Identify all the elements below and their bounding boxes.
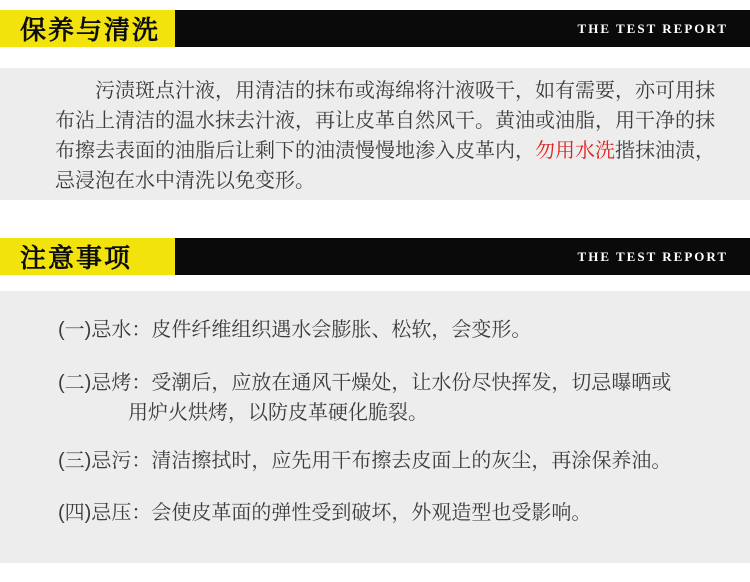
notes-section-header-bar <box>0 238 750 275</box>
care-paragraph-after: 揩抹油渍，忌浸泡在水中清洗以免变形。 <box>55 140 715 192</box>
notes-section-title: 注意事项 <box>0 238 175 275</box>
care-section-tagline: THE TEST REPORT <box>577 20 728 36</box>
note-item-dirt-text: (三)忌污：清洁擦拭时，应先用干布擦去皮面上的灰尘，再涂保养油。 <box>58 450 672 472</box>
notes-list-panel <box>0 291 750 563</box>
note-item-dirt <box>58 446 720 476</box>
care-section-title: 保养与清洗 <box>0 10 175 47</box>
notes-section-tagline: THE TEST REPORT <box>577 248 728 264</box>
care-paragraph-before: 污渍斑点汁液，用清洁的抹布或海绵将汁液吸干，如有需要，亦可用抹布沾上清洁的温水抹去汁液，再让皮革自然风干。黄油或油脂，用干净的抹布擦去表面的油脂后让剩下的油渍慢慢地渗入皮革内， <box>55 80 715 162</box>
note-item-heat <box>58 368 720 428</box>
care-paragraph <box>55 76 718 196</box>
care-instructions-panel <box>0 68 750 200</box>
note-item-heat-line1: (二)忌烤：受潮后，应放在通风干燥处，让水份尽快挥发，切忌曝晒或 <box>58 372 672 394</box>
care-section-header-bar <box>0 10 750 47</box>
note-item-pressure-text: (四)忌压：会使皮革面的弹性受到破坏，外观造型也受影响。 <box>58 502 592 524</box>
note-item-heat-line2: 用炉火烘烤，以防皮革硬化脆裂。 <box>128 402 428 424</box>
note-item-pressure <box>58 498 720 528</box>
note-item-water-text: (一)忌水：皮件纤维组织遇水会膨胀、松软，会变形。 <box>58 319 532 341</box>
care-paragraph-warning: 勿用水洗 <box>535 140 615 162</box>
note-item-water <box>58 315 720 345</box>
